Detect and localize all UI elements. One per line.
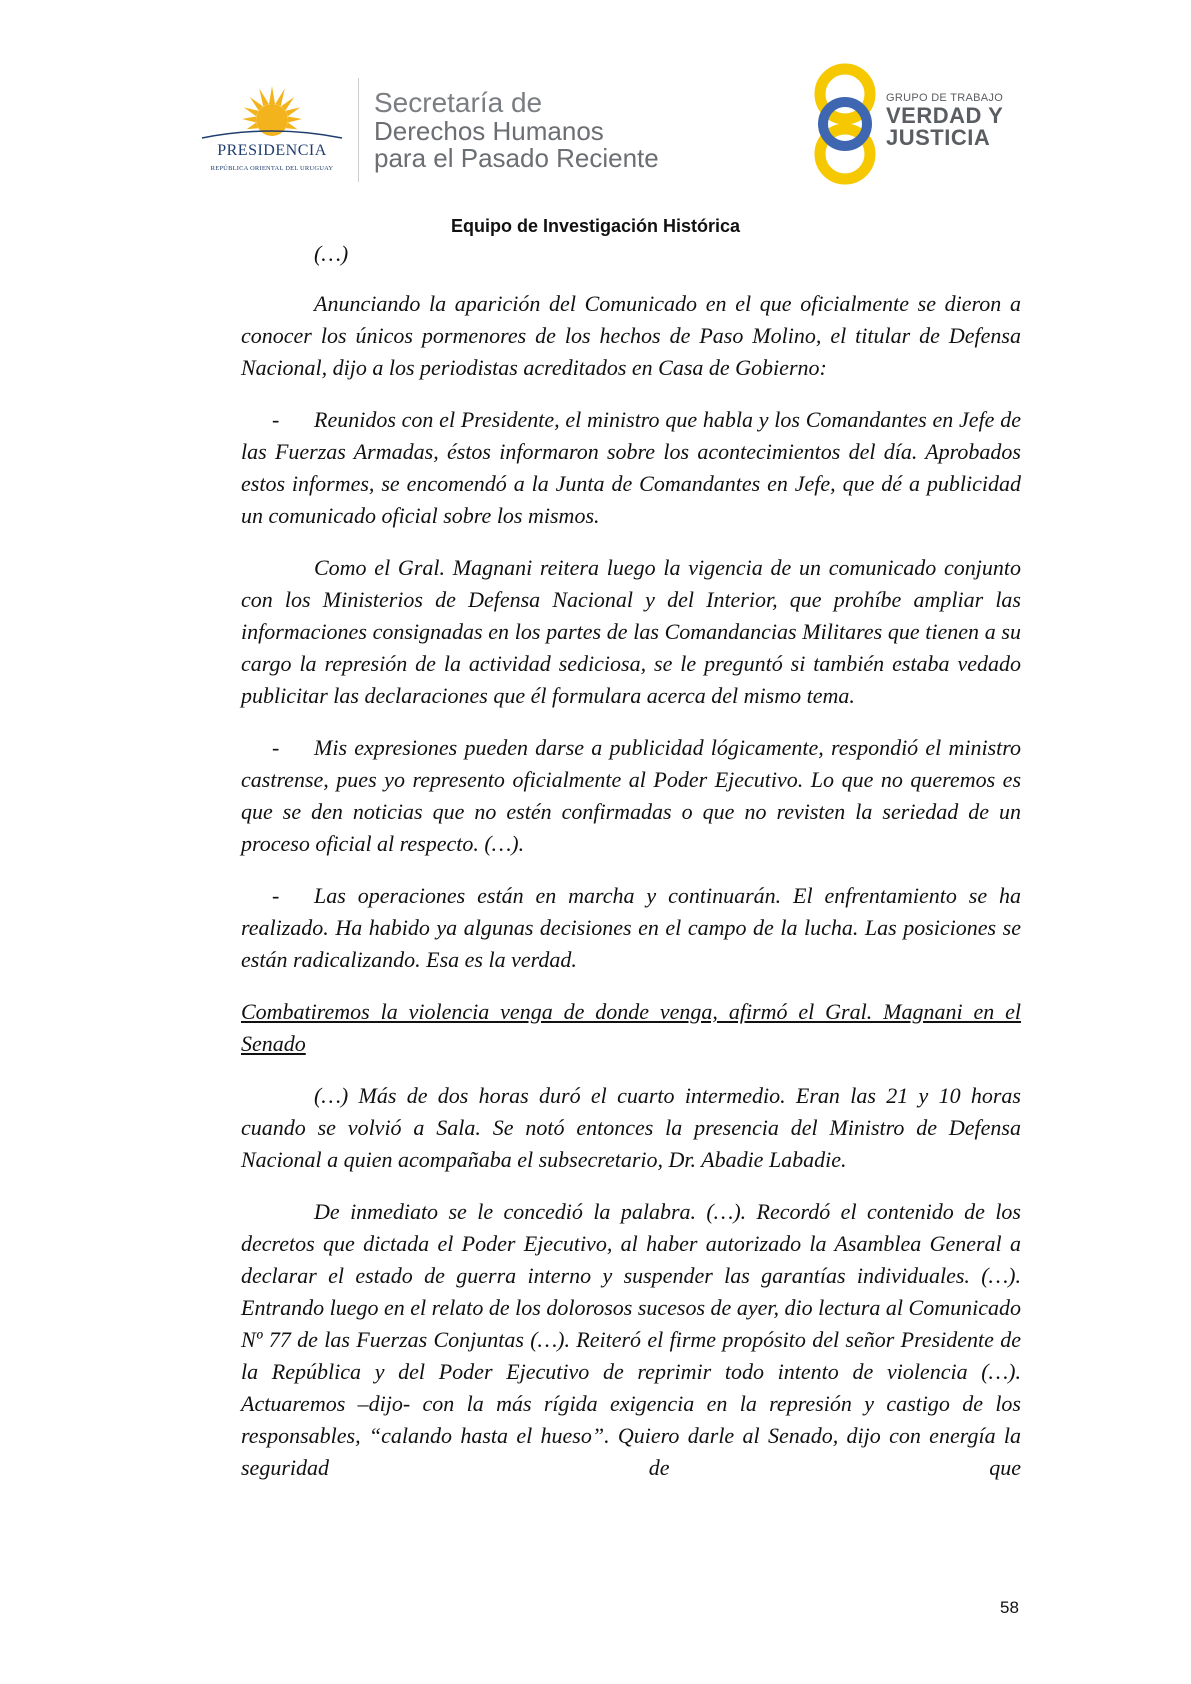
dash-paragraph-2-text: Mis expresiones pueden darse a publicidad lógicamente, respondió el ministro castrense, pues yo represento oficialmente al Poder Ejecutivo. Lo que no queremos es que se den noticias que no estén confirmadas o que no revisten la seriedad de un proceso oficial al respecto. (…). [241, 735, 1021, 856]
dash-mark: - [272, 735, 280, 760]
paragraph-2: Como el Gral. Magnani reitera luego la vigencia de un comunicado conjunto con los Ministerios de Defensa Nacional y del Interior, que prohíbe ampliar las informaciones consignadas en los partes de las Comandancias Militares que tienen a su cargo la represión de la actividad sediciosa, se le preguntó si también estaba vedado publicitar las declaraciones que él formulara acerca del mismo tema. [241, 555, 1021, 708]
dash-paragraph-1-text: Reunidos con el Presidente, el ministro que habla y los Comandantes en Jefe de las Fuerzas Armadas, éstos informaron sobre los acontecimientos del día. Aprobados estos informes, se encomendó a la Junta de Comandantes en Jefe, que dé a publicidad un comunicado oficial sobre los mismos. [241, 407, 1021, 528]
presidencia-logo [192, 84, 352, 184]
team-title-text: Equipo de Investigación Histórica [450, 216, 741, 236]
justicia-label: JUSTICIA [886, 125, 991, 150]
paragraph-1: Anunciando la aparición del Comunicado en el que oficialmente se dieron a conocer los únicos pormenores de los hechos de Paso Molino, el titular de Defensa Nacional, dijo a los periodistas acreditados en Casa de Gobierno: [241, 291, 1021, 380]
paragraph-4: De inmediato se le concedió la palabra. (…). Recordó el contenido de los decretos que dictada el Poder Ejecutivo, al haber autorizado la Asamblea General a declarar el estado de guerra interno y suspender las garantías individuales. (…). Entrando luego en el relato de los dolorosos sucesos de ayer, dio lectura al Comunicado Nº 77 de las Fuerzas Conjuntas (…). Reiteró el firme propósito del señor Presidente de la República y del Poder Ejecutivo de reprimir todo intento de violencia (…). Actuaremos –dijo- con la más rígida exigencia en la represión y castigo de los responsables, “calando hasta el hueso”. Quiero darle al Senado, dijo con energía la seguridad de que [241, 1199, 1021, 1480]
page-number: 58 [1000, 1598, 1019, 1617]
dash-mark: - [272, 883, 280, 908]
document-body [241, 238, 1021, 1484]
verdad-label: VERDAD Y [886, 103, 1004, 128]
dash-mark: - [272, 407, 280, 432]
dash-paragraph-3-text: Las operaciones están en marcha y continuarán. El enfrentamiento se ha realizado. Ha habido ya algunas decisiones en el campo de la lucha. Las posiciones se están radicalizando. Esa es la verdad. [241, 883, 1021, 972]
secretaria-line-2: Derechos Humanos [374, 116, 604, 146]
rings-emblem-icon [808, 62, 883, 187]
presidencia-wordmark: PRESIDENCIA [217, 142, 327, 159]
grupo-trabajo-label: GRUPO DE TRABAJO [886, 92, 1004, 104]
secretaria-line-3: para el Pasado Reciente [374, 143, 659, 173]
paragraph-3: (…) Más de dos horas duró el cuarto intermedio. Eran las 21 y 10 horas cuando se volvió a Sala. Se notó entonces la presencia del Ministro de Defensa Nacional a quien acompañaba el subsecretario, Dr. Abadie Labadie. [241, 1083, 1021, 1172]
ellipsis-line: (…) [314, 241, 349, 266]
sun-emblem-icon [192, 84, 352, 144]
presidencia-subtitle: REPÚBLICA ORIENTAL DEL URUGUAY [210, 165, 334, 172]
section-heading: Combatiremos la violencia venga de donde venga, afirmó el Gral. Magnani en el Senado [241, 999, 1021, 1056]
dash-paragraph-3 [241, 880, 1021, 976]
team-title [0, 216, 1191, 237]
grupo-trabajo-logo [808, 62, 1028, 187]
dash-paragraph-1 [241, 404, 1021, 532]
header-divider [358, 78, 359, 182]
dash-paragraph-2 [241, 732, 1021, 860]
secretaria-line-1: Secretaría de [374, 87, 543, 118]
secretaria-title [374, 88, 659, 172]
